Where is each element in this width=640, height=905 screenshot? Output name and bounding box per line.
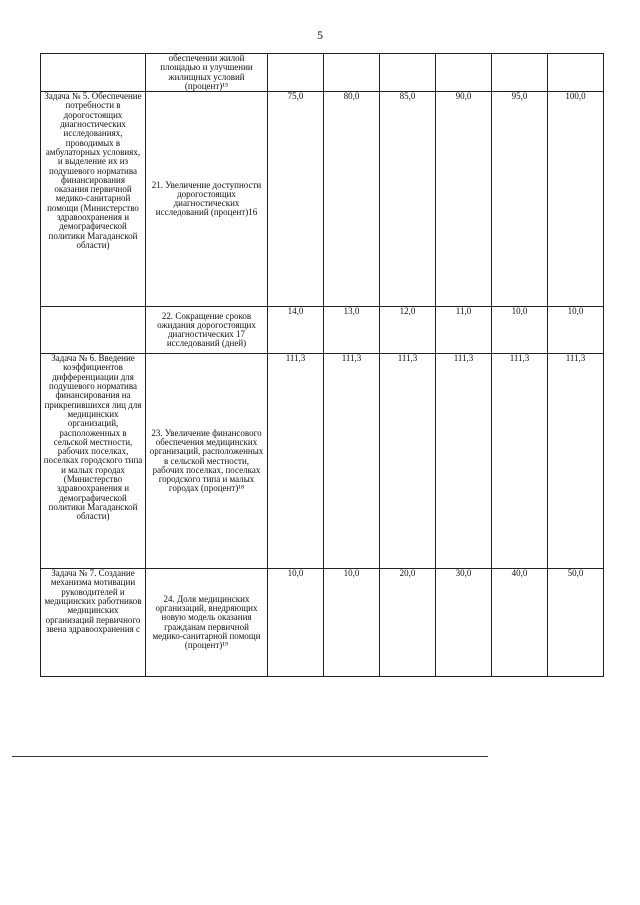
value-cell: 10,0 [548, 307, 604, 354]
indicator-cell: 24. Доля медицинских организаций, внедряющих новую модель оказания гражданам первичной медико-санитарной помощи (процент)¹⁹ [146, 569, 268, 677]
value-cell [268, 54, 324, 92]
task-cell [41, 54, 146, 92]
value-cell: 85,0 [380, 92, 436, 307]
task-cell [41, 307, 146, 354]
indicator-cell: обеспечении жилой площадью и улучшении жилищных условий (процент)¹⁵ [146, 54, 268, 92]
value-cell: 10,0 [492, 307, 548, 354]
task-cell: Задача № 6. Введение коэффициентов дифференциации для подушевого норматива финансирования на прикрепившихся лиц для медицинских организаций, расположенных в сельской местности, рабочих поселках, поселках городского типа и малых городах (Министерство здравоохранения и демографической политики Магаданской области) [41, 354, 146, 569]
value-cell: 95,0 [492, 92, 548, 307]
table-row [41, 92, 604, 307]
value-cell: 10,0 [268, 569, 324, 677]
table-row [41, 354, 604, 569]
value-cell: 12,0 [380, 307, 436, 354]
value-cell: 20,0 [380, 569, 436, 677]
indicator-cell: 22. Сокращение сроков ожидания дорогостоящих диагностических 17 исследований (дней) [146, 307, 268, 354]
value-cell [492, 54, 548, 92]
value-cell: 80,0 [324, 92, 380, 307]
value-cell: 13,0 [324, 307, 380, 354]
task-cell: Задача № 5. Обеспечение потребности в дорогостоящих диагностических исследованиях, проводимых в амбулаторных условиях, и выделение их из подушевого норматива финансирования оказания первичной медико-санитарной помощи (Министерство здравоохранения и демографической политики Магаданской области) [41, 92, 146, 307]
value-cell: 111,3 [548, 354, 604, 569]
footnote-separator [12, 756, 488, 757]
value-cell: 40,0 [492, 569, 548, 677]
value-cell: 30,0 [436, 569, 492, 677]
task-cell: Задача № 7. Создание механизма мотивации руководителей и медицинских работников медицинских организаций первичного звена здравоохранения с [41, 569, 146, 677]
value-cell: 50,0 [548, 569, 604, 677]
value-cell: 111,3 [324, 354, 380, 569]
value-cell: 111,3 [268, 354, 324, 569]
value-cell [380, 54, 436, 92]
value-cell: 111,3 [436, 354, 492, 569]
indicator-cell: 23. Увеличение финансового обеспечения медицинских организаций, расположенных в сельской местности, рабочих поселках, поселках городского типа и малых городах (процент)¹⁸ [146, 354, 268, 569]
indicators-table [40, 53, 604, 677]
value-cell: 100,0 [548, 92, 604, 307]
value-cell: 75,0 [268, 92, 324, 307]
value-cell [324, 54, 380, 92]
value-cell: 14,0 [268, 307, 324, 354]
value-cell: 11,0 [436, 307, 492, 354]
value-cell: 111,3 [380, 354, 436, 569]
table-row [41, 54, 604, 92]
value-cell [436, 54, 492, 92]
table-row [41, 307, 604, 354]
indicator-cell: 21. Увеличение доступности дорогостоящих диагностических исследований (процент)16 [146, 92, 268, 307]
page-number: 5 [317, 28, 323, 42]
table-row [41, 569, 604, 677]
value-cell: 90,0 [436, 92, 492, 307]
value-cell [548, 54, 604, 92]
value-cell: 10,0 [324, 569, 380, 677]
value-cell: 111,3 [492, 354, 548, 569]
